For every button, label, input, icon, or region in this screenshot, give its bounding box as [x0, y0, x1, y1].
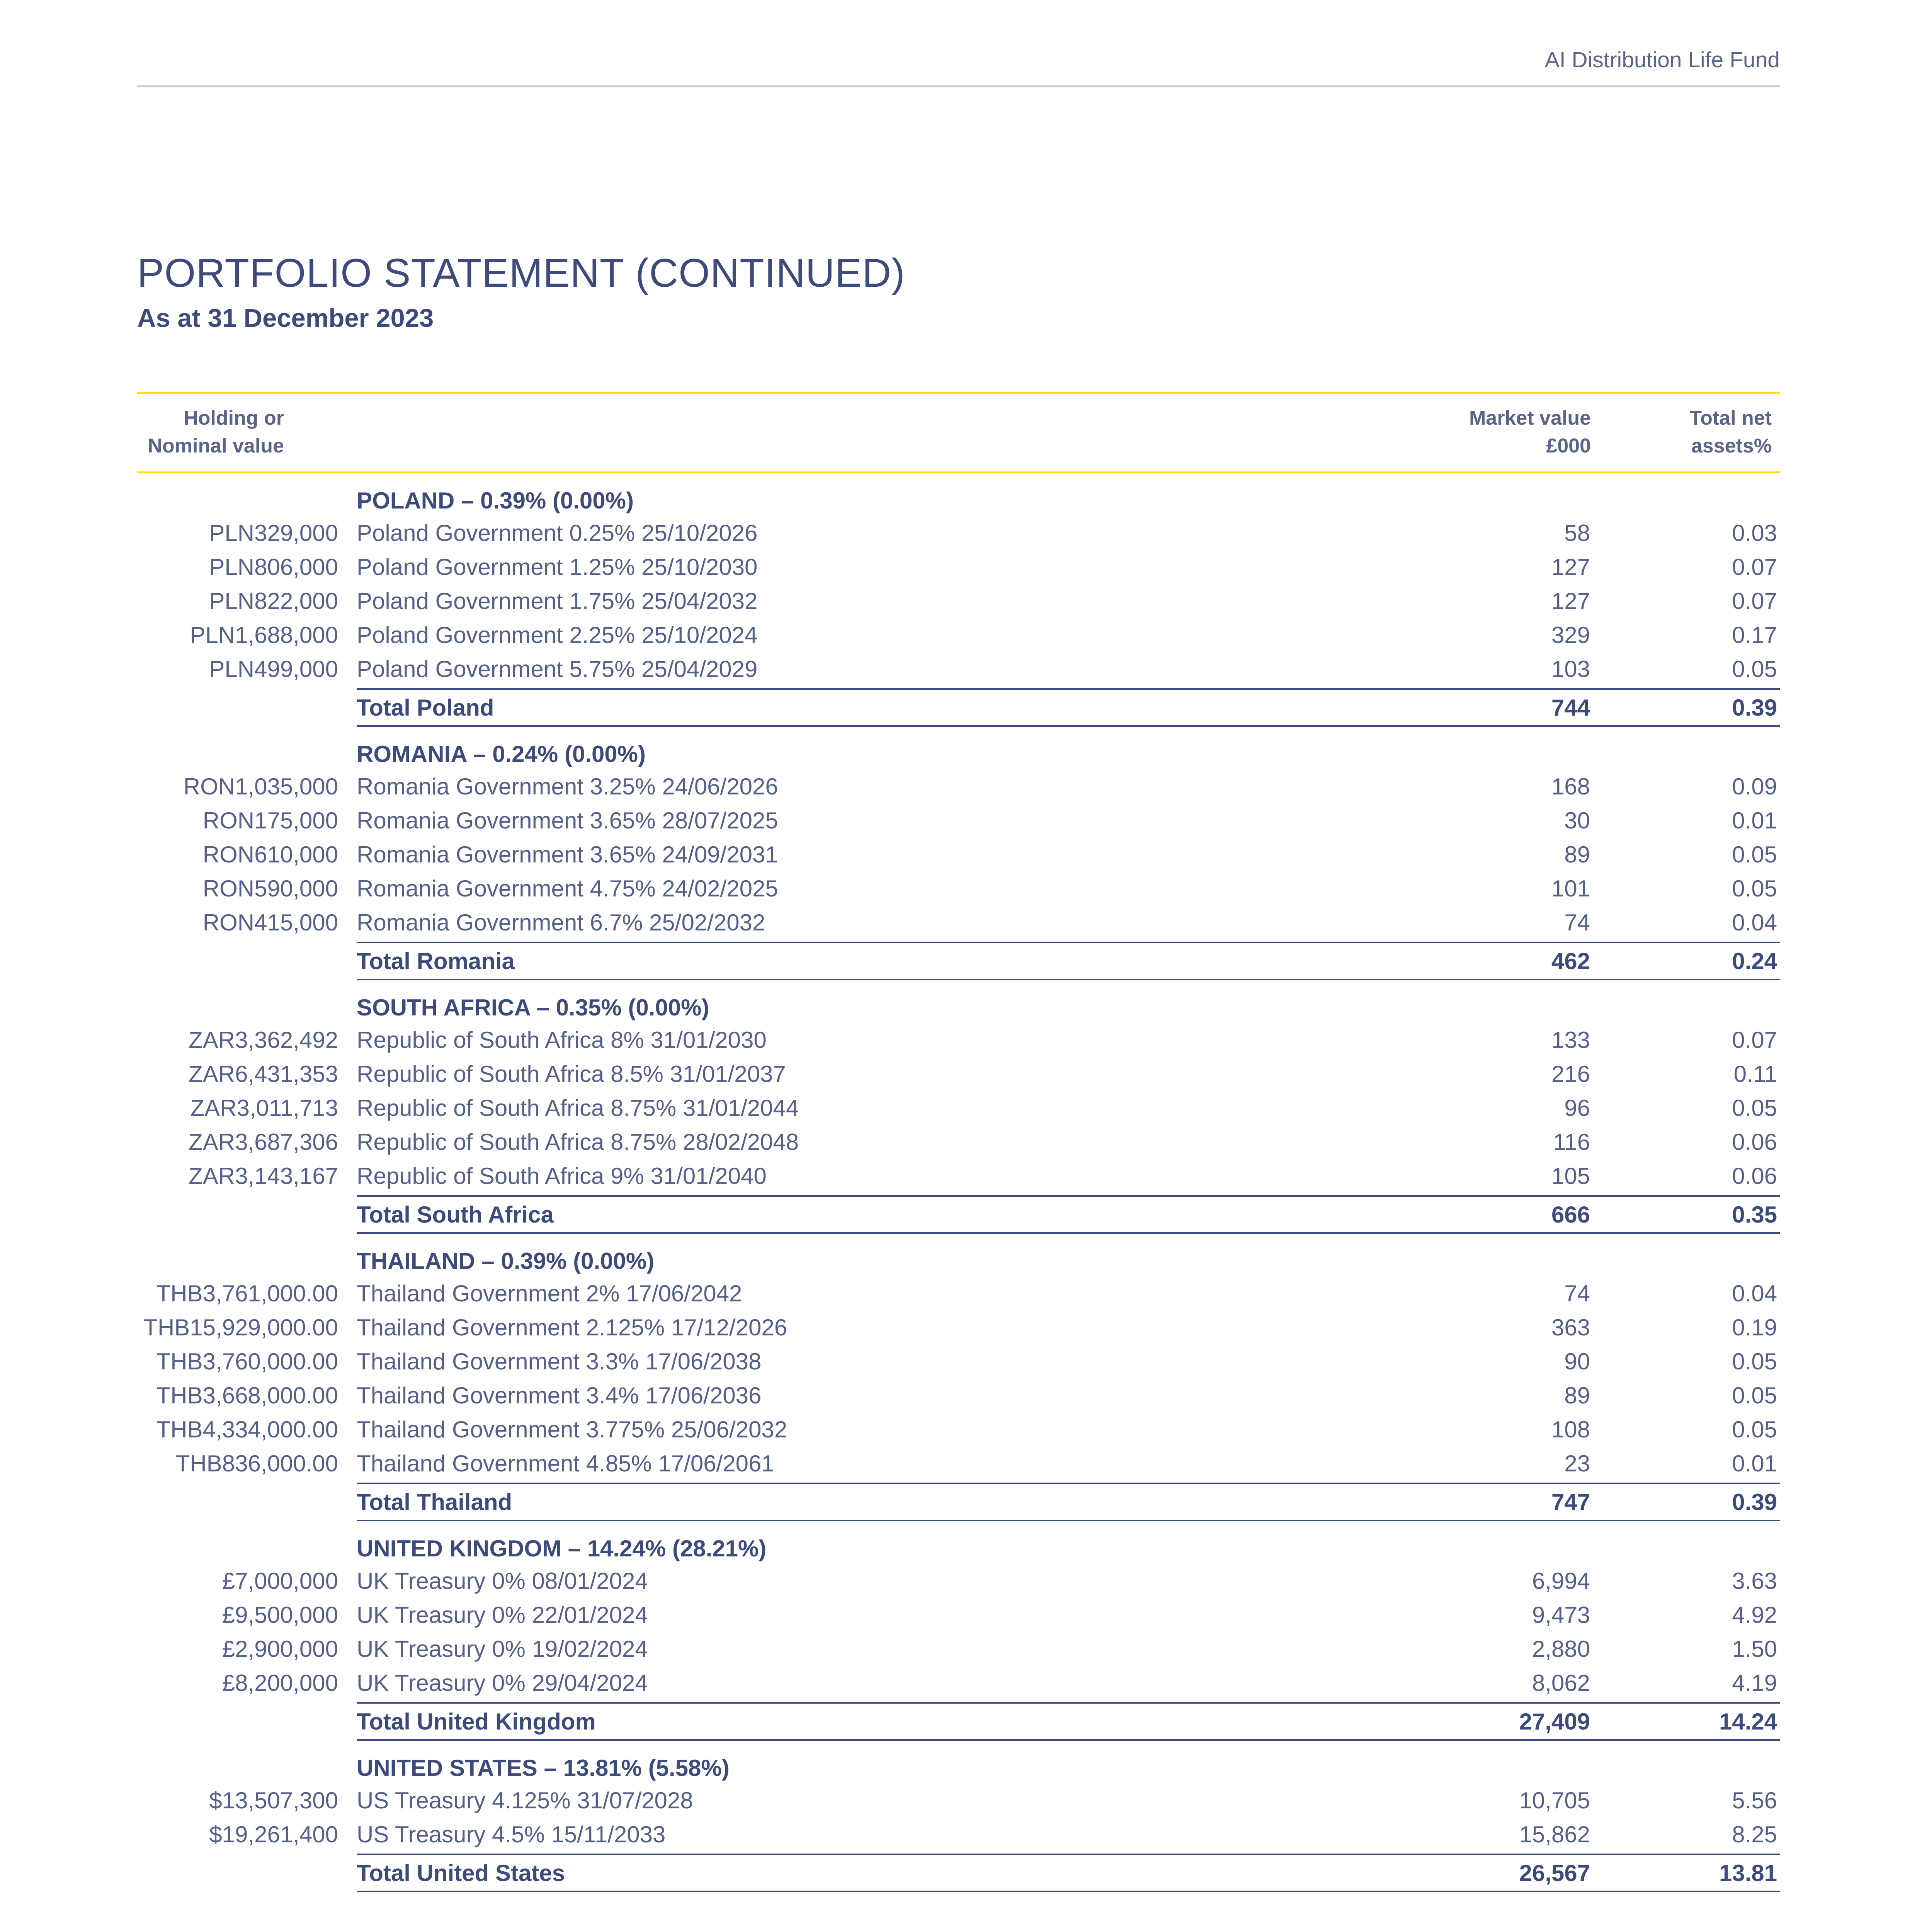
market-value: 108: [1551, 1417, 1590, 1442]
holding-value: ZAR3,362,492: [189, 1027, 338, 1053]
market-value: 58: [1564, 520, 1590, 546]
net-assets-percent: 0.11: [1733, 1061, 1777, 1087]
spacer: [137, 1892, 1780, 1901]
total-market-value: 747: [1551, 1489, 1590, 1515]
investment-description: Romania Government 3.25% 24/06/2026: [357, 774, 778, 799]
total-label: Total South Africa: [357, 1202, 554, 1228]
holding-value: £2,900,000: [222, 1636, 338, 1662]
holding-value: RON1,035,000: [183, 774, 338, 799]
table-row: [137, 1632, 1780, 1666]
total-label: Total Poland: [357, 695, 494, 721]
section-heading-text: POLAND – 0.39% (0.00%): [357, 488, 634, 514]
table-row: [137, 1344, 1780, 1378]
net-assets-percent: 4.19: [1732, 1670, 1777, 1696]
investment-description: Romania Government 3.65% 24/09/2031: [357, 842, 778, 867]
investment-description: Thailand Government 2% 17/06/2042: [357, 1281, 742, 1306]
market-value: 103: [1551, 656, 1590, 682]
table-row: [137, 1310, 1780, 1344]
table-row: [137, 584, 1780, 618]
total-net-assets: 0.24: [1732, 948, 1777, 974]
net-assets-percent: 0.05: [1732, 1095, 1777, 1121]
net-assets-percent: 0.05: [1732, 1349, 1777, 1374]
section-heading-text: UNITED STATES – 13.81% (5.58%): [357, 1755, 730, 1781]
net-assets-percent: 0.05: [1732, 1383, 1777, 1408]
investment-description: Romania Government 6.7% 25/02/2032: [357, 910, 765, 935]
table-row: [137, 1091, 1780, 1125]
section-heading: [137, 1530, 1780, 1564]
column-header-market-value: [1398, 404, 1591, 460]
table-row: [137, 1598, 1780, 1632]
investment-description: Thailand Government 3.775% 25/06/2032: [357, 1417, 788, 1442]
holding-value: PLN822,000: [209, 588, 338, 614]
holding-value: RON610,000: [202, 842, 338, 867]
spacer: [137, 473, 1780, 482]
spacer: [137, 1521, 1780, 1530]
net-assets-percent: 0.09: [1732, 774, 1777, 799]
total-net-assets: 0.39: [1732, 1489, 1777, 1515]
spacer: [137, 980, 1780, 989]
table-row: [137, 871, 1780, 905]
total-row: [357, 1702, 1780, 1741]
investment-description: Poland Government 0.25% 25/10/2026: [357, 520, 758, 546]
column-header-holding: [137, 404, 284, 460]
investment-description: Poland Government 2.25% 25/10/2024: [357, 622, 758, 648]
net-assets-percent: 3.63: [1732, 1568, 1777, 1594]
table-row: [137, 1783, 1780, 1817]
investment-description: Thailand Government 3.3% 17/06/2038: [357, 1349, 762, 1374]
market-value: 74: [1564, 910, 1590, 935]
table-body: [137, 473, 1780, 1932]
net-assets-percent: 1.50: [1732, 1636, 1777, 1662]
holding-value: PLN499,000: [209, 656, 338, 682]
section-heading-text: SOUTH AFRICA – 0.35% (0.00%): [357, 995, 709, 1020]
market-value: 89: [1564, 842, 1590, 867]
market-value: 127: [1551, 588, 1590, 614]
section-heading-text: THAILAND – 0.39% (0.00%): [357, 1248, 655, 1274]
holding-value: ZAR3,143,167: [189, 1163, 338, 1189]
total-label: Total Thailand: [357, 1489, 512, 1515]
total-label: Total United Kingdom: [357, 1709, 596, 1735]
holding-value: £9,500,000: [222, 1602, 338, 1628]
holding-value: $13,507,300: [209, 1787, 338, 1813]
net-assets-percent: 0.07: [1732, 554, 1777, 580]
market-value: 8,062: [1532, 1670, 1590, 1696]
market-value: 23: [1564, 1451, 1590, 1476]
net-assets-percent: 4.92: [1732, 1602, 1777, 1628]
column-header-market-line1: Market value: [1469, 407, 1591, 429]
market-value: 363: [1551, 1315, 1590, 1340]
investment-description: UK Treasury 0% 29/04/2024: [357, 1670, 648, 1696]
net-assets-percent: 8.25: [1732, 1821, 1777, 1847]
investment-description: Republic of South Africa 8.5% 31/01/2037: [357, 1061, 786, 1087]
table-row: [137, 516, 1780, 550]
total-market-value: 666: [1551, 1202, 1590, 1228]
fund-name-header: AI Distribution Life Fund: [1544, 48, 1780, 72]
section-heading: [137, 482, 1780, 516]
holding-value: RON415,000: [202, 910, 338, 935]
investment-description: Thailand Government 4.85% 17/06/2061: [357, 1451, 774, 1476]
holding-value: THB3,761,000.00: [156, 1281, 338, 1306]
total-net-assets: 0.35: [1732, 1202, 1777, 1228]
section-heading: [137, 989, 1780, 1023]
table-row: [137, 1564, 1780, 1598]
market-value: 90: [1564, 1349, 1590, 1374]
market-value: 116: [1553, 1129, 1590, 1155]
investment-description: Thailand Government 3.4% 17/06/2036: [357, 1383, 762, 1408]
spacer: [137, 1741, 1780, 1749]
table-header: [137, 392, 1780, 473]
total-net-assets: 14.24: [1719, 1709, 1777, 1735]
column-header-market-line2: £000: [1546, 435, 1591, 457]
page-title: PORTFOLIO STATEMENT (CONTINUED): [137, 251, 905, 296]
spacer: [137, 727, 1780, 735]
section-heading: [137, 1242, 1780, 1276]
table-row: [137, 837, 1780, 871]
total-row: [357, 1483, 1780, 1521]
market-value: 96: [1564, 1095, 1590, 1121]
market-value: 329: [1551, 622, 1590, 648]
holding-value: PLN806,000: [209, 554, 338, 580]
net-assets-percent: 0.17: [1732, 622, 1777, 648]
total-label: Total Romania: [357, 948, 515, 974]
holding-value: RON590,000: [202, 876, 338, 901]
holding-value: ZAR3,687,306: [189, 1129, 338, 1155]
total-row: [357, 942, 1780, 980]
investment-description: Poland Government 1.25% 25/10/2030: [357, 554, 758, 580]
section-heading-text: ROMANIA – 0.24% (0.00%): [357, 741, 646, 767]
table-row: [137, 769, 1780, 803]
investment-description: Poland Government 5.75% 25/04/2029: [357, 656, 758, 682]
table-row: [137, 1023, 1780, 1057]
market-value: 30: [1564, 808, 1590, 833]
investment-description: Romania Government 4.75% 24/02/2025: [357, 876, 778, 901]
table-row: [137, 1125, 1780, 1159]
section-heading: [137, 735, 1780, 769]
table-row: [137, 1378, 1780, 1412]
total-net-assets: 13.81: [1719, 1860, 1777, 1886]
market-value: 89: [1564, 1383, 1590, 1408]
spacer: [137, 1234, 1780, 1242]
total-row: [357, 1854, 1780, 1892]
holding-value: PLN1,688,000: [190, 622, 338, 648]
holding-value: PLN329,000: [209, 520, 338, 546]
column-header-assets-line2: assets%: [1691, 435, 1772, 457]
total-row: [357, 1195, 1780, 1234]
holding-value: £7,000,000: [222, 1568, 338, 1594]
net-assets-percent: 0.19: [1732, 1315, 1777, 1340]
table-row: [137, 1057, 1780, 1091]
column-header-holding-line1: Holding or: [184, 407, 284, 429]
investment-description: UK Treasury 0% 08/01/2024: [357, 1568, 648, 1594]
holding-value: ZAR3,011,713: [190, 1095, 338, 1121]
column-header-holding-line2: Nominal value: [148, 435, 284, 457]
header-divider: [137, 85, 1780, 87]
investment-description: UK Treasury 0% 19/02/2024: [357, 1636, 648, 1662]
market-value: 216: [1551, 1061, 1590, 1087]
total-market-value: 27,409: [1519, 1709, 1590, 1735]
market-value: 6,994: [1532, 1568, 1590, 1594]
total-label: Total United States: [357, 1860, 565, 1886]
market-value: 127: [1551, 554, 1590, 580]
net-assets-percent: 0.01: [1732, 808, 1777, 833]
holding-value: THB4,334,000.00: [156, 1417, 338, 1442]
spacer: [137, 1901, 1780, 1932]
table-row: [137, 1276, 1780, 1310]
table-row: [137, 1817, 1780, 1851]
table-row: [137, 803, 1780, 837]
table-row: [137, 550, 1780, 584]
market-value: 10,705: [1519, 1787, 1590, 1813]
market-value: 9,473: [1532, 1602, 1590, 1628]
market-value: 74: [1564, 1281, 1590, 1306]
investment-description: Republic of South Africa 8.75% 31/01/2044: [357, 1095, 799, 1121]
investment-description: Republic of South Africa 9% 31/01/2040: [357, 1163, 767, 1189]
table-row: [137, 905, 1780, 939]
total-net-assets: 0.39: [1732, 695, 1777, 721]
net-assets-percent: 5.56: [1732, 1787, 1777, 1813]
market-value: 133: [1551, 1027, 1590, 1053]
market-value: 2,880: [1532, 1636, 1590, 1662]
net-assets-percent: 0.04: [1732, 910, 1777, 935]
column-header-assets-line1: Total net: [1689, 407, 1772, 429]
holding-value: £8,200,000: [222, 1670, 338, 1696]
investment-description: Poland Government 1.75% 25/04/2032: [357, 588, 758, 614]
table-row: [137, 618, 1780, 652]
holding-value: THB3,668,000.00: [156, 1383, 338, 1408]
net-assets-percent: 0.03: [1732, 520, 1777, 546]
investment-description: Republic of South Africa 8.75% 28/02/2048: [357, 1129, 799, 1155]
net-assets-percent: 0.05: [1732, 656, 1777, 682]
table-row: [137, 652, 1780, 686]
holding-value: THB836,000.00: [175, 1451, 338, 1476]
total-row: [357, 688, 1780, 727]
net-assets-percent: 0.05: [1732, 1417, 1777, 1442]
holding-value: $19,261,400: [209, 1821, 338, 1847]
holding-value: ZAR6,431,353: [189, 1061, 338, 1087]
market-value: 105: [1551, 1163, 1590, 1189]
page-subtitle: As at 31 December 2023: [137, 304, 434, 333]
net-assets-percent: 0.04: [1732, 1281, 1777, 1306]
total-market-value: 462: [1551, 948, 1590, 974]
portfolio-table: [137, 392, 1780, 1932]
market-value: 101: [1551, 876, 1590, 901]
investment-description: Republic of South Africa 8% 31/01/2030: [357, 1027, 767, 1053]
net-assets-percent: 0.07: [1732, 1027, 1777, 1053]
section-heading-text: UNITED KINGDOM – 14.24% (28.21%): [357, 1536, 767, 1561]
net-assets-percent: 0.05: [1732, 842, 1777, 867]
holding-value: THB3,760,000.00: [156, 1349, 338, 1374]
market-value: 15,862: [1519, 1821, 1590, 1847]
net-assets-percent: 0.06: [1732, 1163, 1777, 1189]
investment-description: Thailand Government 2.125% 17/12/2026: [357, 1315, 788, 1340]
holding-value: THB15,929,000.00: [143, 1315, 338, 1340]
net-assets-percent: 0.05: [1732, 876, 1777, 901]
total-market-value: 744: [1551, 695, 1590, 721]
net-assets-percent: 0.01: [1732, 1451, 1777, 1476]
market-value: 168: [1551, 774, 1590, 799]
table-row: [137, 1159, 1780, 1193]
table-row: [137, 1446, 1780, 1480]
investment-description: US Treasury 4.5% 15/11/2033: [357, 1821, 666, 1847]
table-row: [137, 1666, 1780, 1700]
holding-value: RON175,000: [202, 808, 338, 833]
total-market-value: 26,567: [1519, 1860, 1590, 1886]
net-assets-percent: 0.07: [1732, 588, 1777, 614]
net-assets-percent: 0.06: [1732, 1129, 1777, 1155]
investment-description: US Treasury 4.125% 31/07/2028: [357, 1787, 693, 1813]
investment-description: Romania Government 3.65% 28/07/2025: [357, 808, 778, 833]
investment-description: UK Treasury 0% 22/01/2024: [357, 1602, 648, 1628]
column-header-net-assets: [1617, 404, 1772, 460]
section-heading: [137, 1749, 1780, 1783]
table-row: [137, 1412, 1780, 1446]
